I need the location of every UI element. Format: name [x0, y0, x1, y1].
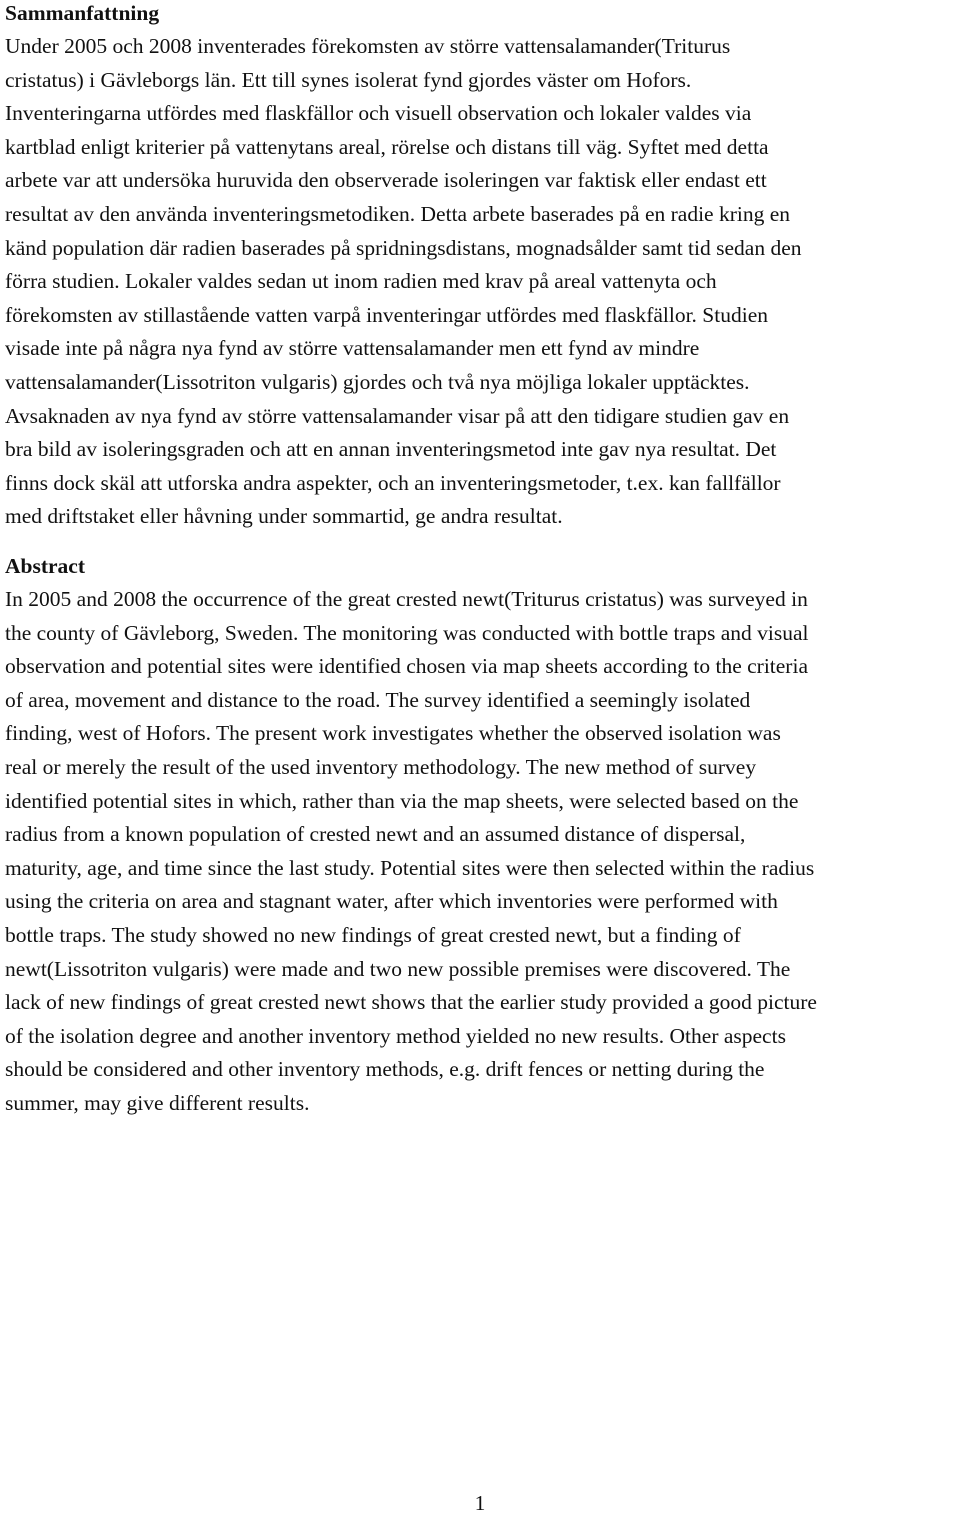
- abstract-heading: Abstract: [5, 554, 86, 578]
- page-number: 1: [474, 1491, 486, 1515]
- abstract-section: [5, 553, 956, 1121]
- summary-paragraph: Under 2005 och 2008 inventerades förekomsten av större vattensalamander(Triturus cristatus) i Gävleborgs län. Ett till synes isolerat fynd gjordes väster om Hofors. Inventeringarna utfördes med flaskfällor och visuell observation och lokaler valdes via kartblad enligt kriterier på vattenytans areal, rörelse och distans till väg. Syftet med detta arbete var att undersöka huruvida den observerade isoleringen var faktisk eller endast ett resultat av den använda inventeringsmetodiken. Detta arbete baserades på en radie kring en känd population där radien baserades på spridningsdistans, mognadsålder samt tid sedan den förra studien. Lokaler valdes sedan ut inom radien med krav på areal vattenyta och förekomsten av stillastående vatten varpå inventeringar utfördes med flaskfällor. Studien visade inte på några nya fynd av större vattensalamander men ett fynd av mindre vattensalamander(Lissotriton vulgaris) gjordes och två nya möjliga lokaler upptäcktes. Avsaknaden av nya fynd av större vattensalamander visar på att den tidigare studien gav en bra bild av isoleringsgraden och att en annan inventeringsmetod inte gav nya resultat. Det finns dock skäl att utforska andra aspekter, och an inventeringsmetoder, t.ex. kan fallfällor med driftstaket eller håvning under sommartid, ge andra resultat.: [5, 34, 802, 529]
- summary-section: [5, 0, 956, 534]
- summary-heading: Sammanfattning: [5, 1, 160, 25]
- abstract-paragraph: In 2005 and 2008 the occurrence of the great crested newt(Triturus cristatus) was surveyed in the county of Gävleborg, Sweden. The monitoring was conducted with bottle traps and visual observation and potential sites were identified chosen via map sheets according to the criteria of area, movement and distance to the road. The survey identified a seemingly isolated finding, west of Hofors. The present work investigates whether the observed isolation was real or merely the result of the used inventory methodology. The new method of survey identified potential sites in which, rather than via the map sheets, were selected based on the radius from a known population of crested newt and an assumed distance of dispersal, maturity, age, and time since the last study. Potential sites were then selected within the radius using the criteria on area and stagnant water, after which inventories were performed with bottle traps. The study showed no new findings of great crested newt, but a finding of newt(Lissotriton vulgaris) were made and two new possible premises were discovered. The lack of new findings of great crested newt shows that the earlier study provided a good picture of the isolation degree and another inventory method yielded no new results. Other aspects should be considered and other inventory methods, e.g. drift fences or netting during the summer, may give different results.: [5, 587, 817, 1115]
